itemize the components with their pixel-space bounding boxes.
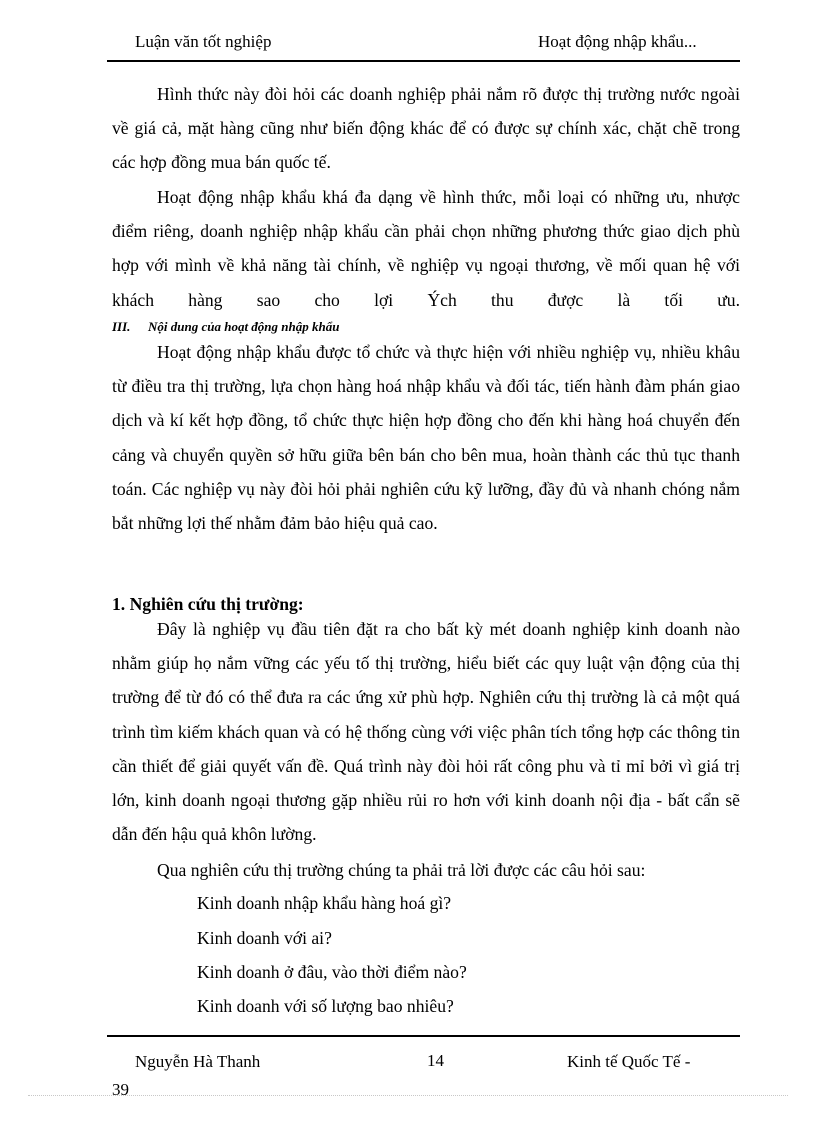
section-title: Nội dung của hoạt động nhập khẩu xyxy=(148,319,340,334)
question-item: Kinh doanh ở đâu, vào thời điểm nào? xyxy=(197,962,467,982)
footer-rule xyxy=(107,1035,740,1037)
footer-page-number: 14 xyxy=(427,1051,444,1070)
page-bottom-divider xyxy=(28,1095,788,1096)
footer-class-number: 39 xyxy=(112,1080,129,1099)
footer-department: Kinh tế Quốc Tế - xyxy=(567,1052,691,1071)
question-item: Kinh doanh với số lượng bao nhiêu? xyxy=(197,996,454,1016)
section-number: III. xyxy=(112,319,131,334)
paragraph-4: Đây là nghiệp vụ đầu tiên đặt ra cho bất kỳ mét doanh nghiệp kinh doanh nào nhằm giúp họ nắm vững các yếu tố thị trường, hiểu biết các quy luật vận động của thị trường để từ đó có thể đưa ra các ứng xử phù hợp. Nghiên cứu thị trường là cả một quá trình tìm kiếm khách quan và có hệ thống cùng với việc phân tích tổng hợp các thông tin cần thiết để giải quyết vấn đề. Quá trình này đòi hỏi rất công phu và tỉ mỉ bởi vì giá trị lớn, kinh doanh ngoại thương gặp nhiều rủi ro hơn với kinh doanh nội địa - bất cẩn sẽ dẫn đến hậu quả khôn lường. xyxy=(112,619,740,845)
section-heading xyxy=(112,318,339,336)
paragraph-2: Hoạt động nhập khẩu khá đa dạng về hình thức, mỗi loại có những ưu, nhược điểm riêng, doanh nghiệp nhập khẩu cần phải chọn những phương thức giao dịch phù hợp với mình về khả năng tài chính, về nghiệp vụ ngoại thương, về mối quan hệ với khách hàng sao cho lợi Ých thu được là tối ưu. xyxy=(112,187,740,310)
paragraph-3: Hoạt động nhập khẩu được tổ chức và thực hiện với nhiều nghiệp vụ, nhiều khâu từ điều tra thị trường, lựa chọn hàng hoá nhập khẩu và đối tác, tiến hành đàm phán giao dịch và kí kết hợp đồng, tổ chức thực hiện hợp đồng cho đến khi hàng hoá chuyển đến cảng và chuyển quyền sở hữu giữa bên bán cho bên mua, hoàn thành các thủ tục thanh toán. Các nghiệp vụ này đòi hỏi phải nghiên cứu kỹ lưỡng, đầy đủ và nhanh chóng nắm bắt những lợi thế nhằm đảm bảo hiệu quả cao. xyxy=(112,342,740,534)
header-right-title: Hoạt động nhập khẩu... xyxy=(538,32,697,51)
header-rule xyxy=(107,60,740,62)
paragraph-5: Qua nghiên cứu thị trường chúng ta phải trả lời được các câu hỏi sau: xyxy=(157,860,646,880)
subheading-market-research: 1. Nghiên cứu thị trường: xyxy=(112,594,304,614)
header-left-title: Luận văn tốt nghiệp xyxy=(135,32,272,51)
footer-author: Nguyễn Hà Thanh xyxy=(135,1052,261,1071)
paragraph-1: Hình thức này đòi hỏi các doanh nghiệp phải nắm rõ được thị trường nước ngoài về giá cả, mặt hàng cũng như biến động khác để có được sự chính xác, chặt chẽ trong các hợp đồng mua bán quốc tế. xyxy=(112,84,740,173)
question-item: Kinh doanh với ai? xyxy=(197,928,332,948)
question-item: Kinh doanh nhập khẩu hàng hoá gì? xyxy=(197,893,452,913)
